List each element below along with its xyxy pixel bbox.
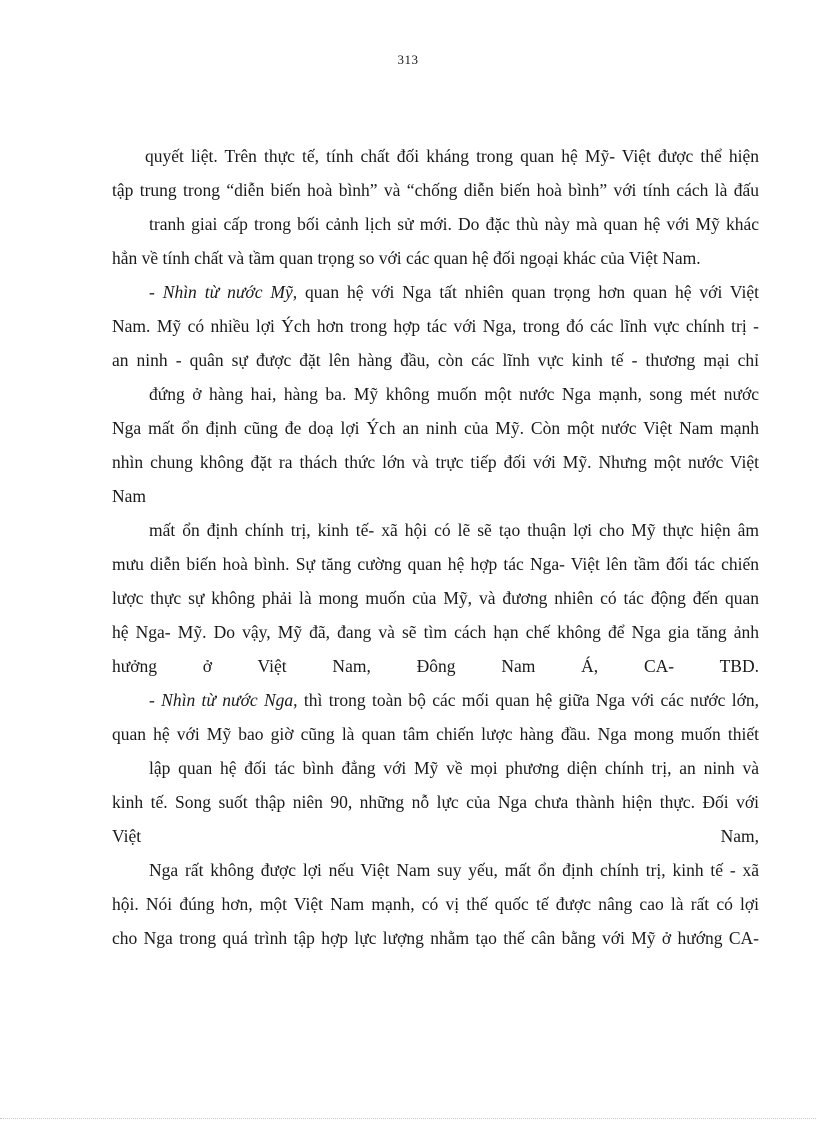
text-span: quan hệ với Nga tất nhiên quan trọng hơn quan hệ với Việt bbox=[297, 282, 759, 302]
text-line: mất ổn định chính trị, kinh tế- xã hội có lẽ sẽ tạo thuận lợi cho Mỹ thực hiện âm bbox=[149, 520, 759, 540]
text-line bbox=[149, 280, 759, 304]
text-line: đứng ở hàng hai, hàng ba. Mỹ không muốn một nước Nga mạnh, song mét nước bbox=[149, 384, 759, 404]
text-span: thì trong toàn bộ các mối quan hệ giữa Nga với các nước lớn, bbox=[297, 690, 760, 710]
text-line: tranh giai cấp trong bối cảnh lịch sử mới. Do đặc thù này mà quan hệ với Mỹ khác bbox=[149, 214, 759, 234]
page-number: 313 bbox=[397, 52, 419, 67]
text-line bbox=[149, 688, 759, 712]
text-line: hẳn về tính chất và tầm quan trọng so với các quan hệ đối ngoại khác của Việt Nam. bbox=[112, 248, 701, 268]
text-line: nhìn chung không đặt ra thách thức lớn và trực tiếp đối với Mỹ. Nhưng một nước Việt bbox=[112, 452, 759, 472]
text-line: tập trung trong “diễn biến hoà bình” và “chống diễn biến hoà bình” với tính cách là đấu bbox=[112, 180, 759, 200]
text-line: hội. Nói đúng hơn, một Việt Nam mạnh, có vị thế quốc tế được nâng cao là rất có lợi bbox=[112, 894, 759, 914]
text-line: Nam. Mỹ có nhiều lợi Ých hơn trong hợp tác với Nga, trong đó các lĩnh vực chính trị - bbox=[112, 316, 759, 336]
text-line: Nga rất không được lợi nếu Việt Nam suy yếu, mất ổn định chính trị, kinh tế - xã bbox=[149, 860, 759, 880]
text-line: quan hệ với Mỹ bao giờ cũng là quan tâm chiến lược hàng đầu. Nga mong muốn thiết bbox=[112, 724, 759, 744]
text-line: Nam bbox=[112, 486, 147, 506]
paragraph-dash: - bbox=[149, 282, 163, 302]
paragraph-dash: - bbox=[149, 690, 162, 710]
text-line: Việt Nam, bbox=[112, 826, 759, 846]
text-line: an ninh - quân sự được đặt lên hàng đầu, còn các lĩnh vực kinh tế - thương mại chỉ bbox=[112, 350, 759, 370]
text-line: hưởng ở Việt Nam, Đông Nam Á, CA- TBD. bbox=[112, 656, 759, 676]
text-line: lập quan hệ đối tác bình đẳng với Mỹ về mọi phương diện chính trị, an ninh và bbox=[149, 758, 759, 778]
text-line: Nga mất ổn định cũng đe doạ lợi Ých an ninh của Mỹ. Còn một nước Việt Nam mạnh bbox=[112, 418, 759, 438]
text-line: hệ Nga- Mỹ. Do vậy, Mỹ đã, đang và sẽ tìm cách hạn chế không để Nga gia tăng ảnh bbox=[112, 622, 759, 642]
text-line: cho Nga trong quá trình tập hợp lực lượng nhằm tạo thế cân bằng với Mỹ ở hướng CA- bbox=[112, 928, 759, 948]
text-line: quyết liệt. Trên thực tế, tính chất đối kháng trong quan hệ Mỹ- Việt được thể hiện bbox=[145, 146, 759, 166]
page-bottom-rule bbox=[0, 1118, 816, 1119]
text-line: mưu diễn biến hoà bình. Sự tăng cường quan hệ hợp tác Nga- Việt lên tầm đối tác chiến bbox=[112, 554, 759, 574]
italic-heading: Nhìn từ nước Mỹ, bbox=[162, 282, 298, 302]
italic-heading: Nhìn từ nước Nga, bbox=[161, 690, 298, 710]
text-line: lược thực sự không phải là mong muốn của Mỹ, và đương nhiên có tác động đến quan bbox=[112, 588, 759, 608]
text-line: kinh tế. Song suốt thập niên 90, những nỗ lực của Nga chưa thành hiện thực. Đối với bbox=[112, 792, 759, 812]
